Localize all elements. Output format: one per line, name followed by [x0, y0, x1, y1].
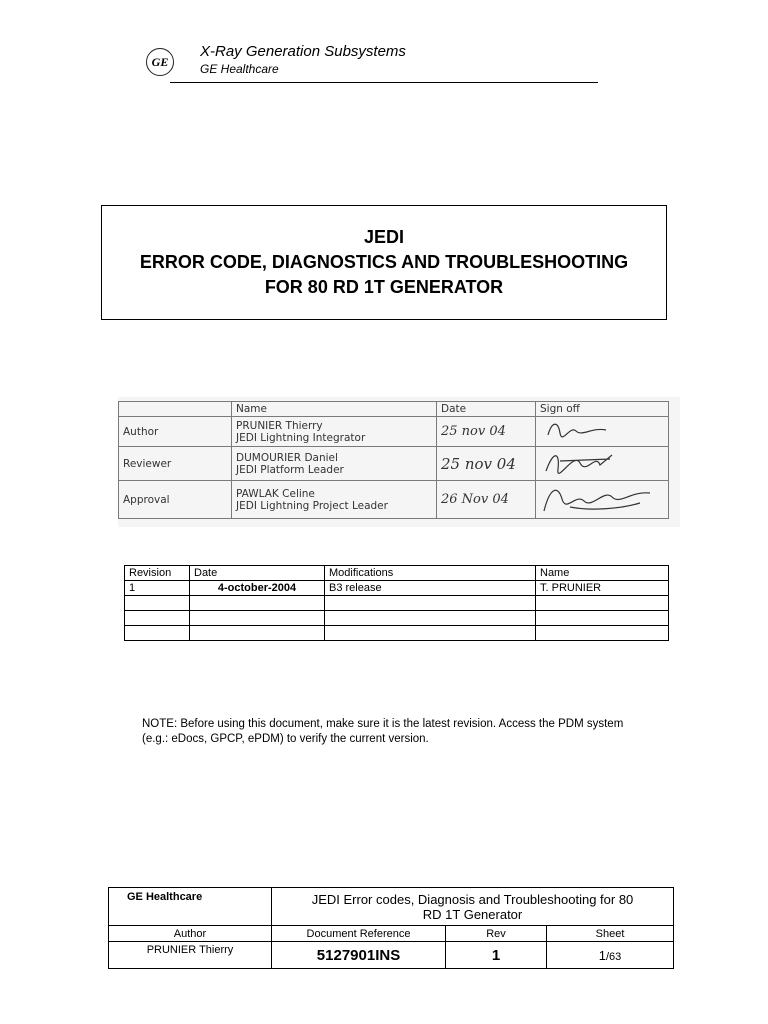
signoff-name-cell [232, 417, 437, 447]
table-cell [325, 626, 536, 641]
signoff-header-name: Name [232, 402, 437, 417]
footer-sheet-num: 1 [598, 947, 606, 963]
signoff-header-date: Date [437, 402, 536, 417]
table-cell [536, 596, 669, 611]
revision-table [124, 565, 669, 641]
footer-company: GE Healthcare [109, 888, 272, 926]
table-cell [190, 596, 325, 611]
footer-sheet [547, 942, 674, 969]
document-title-box [101, 205, 667, 320]
table-row [125, 626, 669, 641]
signoff-table-scan [118, 397, 680, 527]
footer-table [108, 887, 674, 969]
signoff-date: 25 nov 04 [437, 447, 536, 481]
footer-doc-ref: 5127901INS [272, 942, 446, 969]
footer-label-author: Author [109, 926, 272, 942]
table-cell [125, 626, 190, 641]
table-cell [190, 626, 325, 641]
footer-author: PRUNIER Thierry [109, 942, 272, 969]
signature [536, 417, 669, 447]
signoff-name: PRUNIER Thierry [236, 419, 323, 432]
table-cell [536, 626, 669, 641]
header-title: X-Ray Generation Subsystems [200, 43, 406, 60]
revision-header-row [125, 566, 669, 581]
table-cell [325, 611, 536, 626]
table-cell [190, 611, 325, 626]
signoff-name: DUMOURIER Daniel [236, 451, 338, 464]
table-cell: 1 [125, 581, 190, 596]
title-line-2: ERROR CODE, DIAGNOSTICS AND TROUBLESHOOTING [139, 252, 629, 272]
footer-doc-title: JEDI Error codes, Diagnosis and Troubleshooting for 80 RD 1T Generator [272, 888, 674, 926]
signoff-date: 25 nov 04 [437, 417, 536, 447]
table-cell: T. PRUNIER [536, 581, 669, 596]
signoff-name: PAWLAK Celine [236, 487, 315, 500]
table-cell [125, 611, 190, 626]
signoff-role: Approval [119, 481, 232, 519]
table-cell: 4-october-2004 [190, 581, 325, 596]
title-line-1: JEDI [363, 227, 405, 247]
signoff-role: Author [119, 417, 232, 447]
table-row [125, 581, 669, 596]
signature [536, 481, 669, 519]
signoff-header-signoff: Sign off [536, 402, 669, 417]
signoff-name-cell [232, 447, 437, 481]
signoff-date: 26 Nov 04 [437, 481, 536, 519]
footer-sheet-total: /63 [605, 950, 622, 963]
signature [536, 447, 669, 481]
revision-header-cell: Revision [125, 566, 190, 581]
footer-label-rev: Rev [446, 926, 547, 942]
signoff-title: JEDI Lightning Project Leader [236, 499, 388, 512]
revision-note: NOTE: Before using this document, make sure it is the latest revision. Access the PDM system (e.g.: eDocs, GPCP, ePDM) to verify the current version. [142, 718, 624, 745]
table-cell [325, 596, 536, 611]
signoff-title: JEDI Platform Leader [236, 463, 344, 476]
signoff-role: Reviewer [119, 447, 232, 481]
revision-header-cell: Name [536, 566, 669, 581]
header-subtitle: GE Healthcare [200, 62, 279, 76]
table-cell [125, 596, 190, 611]
footer-rev: 1 [446, 942, 547, 969]
table-cell [536, 611, 669, 626]
table-row [125, 611, 669, 626]
signoff-title: JEDI Lightning Integrator [236, 431, 366, 444]
revision-header-cell: Date [190, 566, 325, 581]
ge-logo: GE [146, 48, 174, 76]
signoff-name-cell [232, 481, 437, 519]
table-cell: B3 release [325, 581, 536, 596]
revision-header-cell: Modifications [325, 566, 536, 581]
title-line-3: FOR 80 RD 1T GENERATOR [264, 277, 504, 297]
table-row [125, 596, 669, 611]
footer-label-doc-ref: Document Reference [272, 926, 446, 942]
footer-label-sheet: Sheet [547, 926, 674, 942]
header-rule [170, 82, 598, 83]
